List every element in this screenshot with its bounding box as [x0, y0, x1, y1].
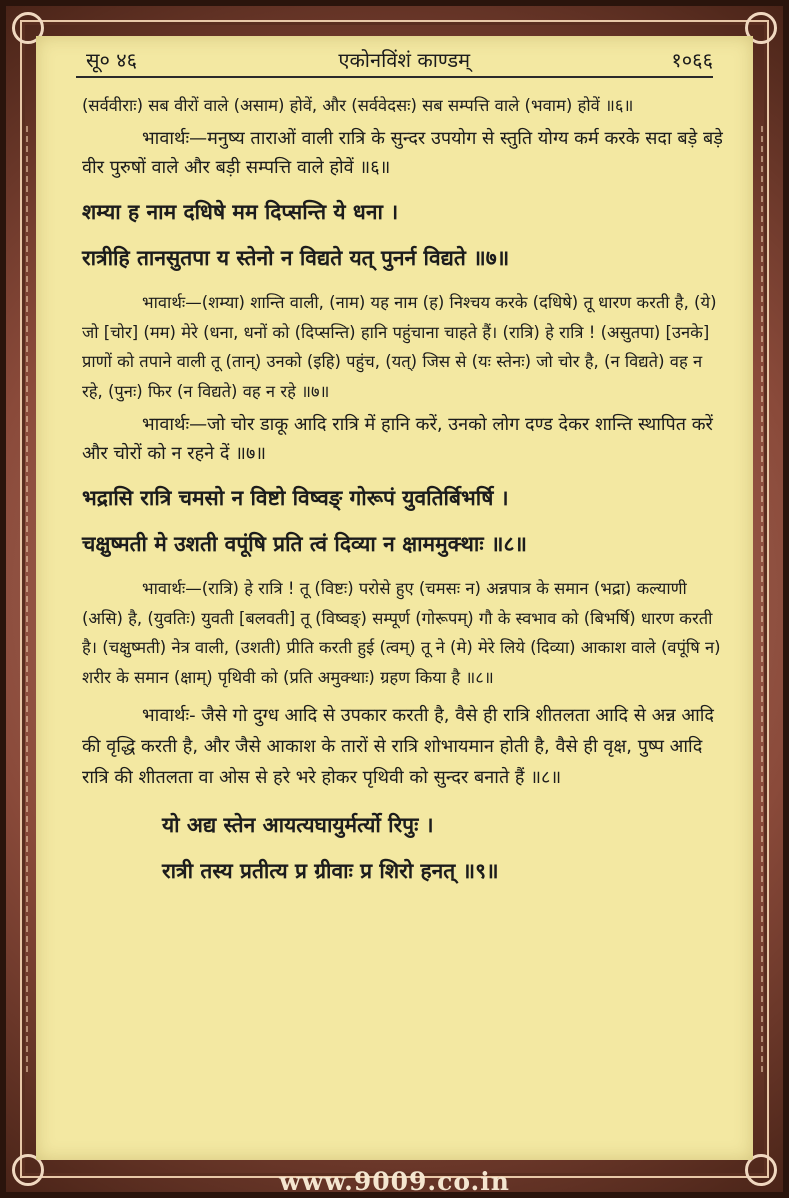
- mantra-8-line-2: चक्षुष्मती मे उशती वपूंषि प्रति त्वं दिव्या न क्षाममुक्थाः ॥८॥: [82, 531, 527, 556]
- mantra-7-line-1: शम्या ह नाम दधिषे मम दिप्सन्ति ये धना ।: [82, 199, 399, 224]
- sukta-number: सू० ४६: [86, 47, 138, 72]
- mantra-7-line-2: रात्रीहि तानसुतपा य स्तेनो न विद्यते यत् पुनर्न विद्यते ॥७॥: [82, 245, 510, 270]
- header-rule: [76, 76, 713, 78]
- page-number: १०६६: [671, 47, 713, 72]
- frame-swirl-left: [26, 126, 28, 1072]
- word-meaning-paragraph: भावार्थः—(रात्रि) हे रात्रि ! तू (विष्टः) परोसे हुए (चमसः न) अन्नपात्र के समान (भद्रा) कल्याणी (असि) है, (युवतिः) युवती [बलवती] तू (विष्वङ्) सम्पूर्ण (गोरूपम्) गौ के स्वभाव को (बिभर्षि) धारण करती है। (चक्षुष्मती) नेत्र वाली, (उशती) प्रीति करती हुई (त्वम्) तू ने (मे) मेरे लिये (दिव्या) आकाश वाले (वपूंषि न) शरीर के समान (क्षाम्) पृथिवी को (प्रति अमुक्थाः) ग्रहण किया है ॥८॥: [82, 579, 721, 687]
- bhavarth-paragraph: भावार्थः- जैसे गो दुग्ध आदि से उपकार करती है, वैसे ही रात्रि शीतलता आदि से अन्न आदि की वृद्धि करती है, और जैसे आकाश के तारों से रात्रि शोभायमान होती है, वैसे ही वृक्ष, पुष्प आदि रात्रि की शीतलता वा ओस से हरे भरे होकर पृथिवी को सुन्दर बनाते हैं ॥८॥: [82, 705, 714, 788]
- bhavarth-paragraph: भावार्थः—जो चोर डाकू आदि रात्रि में हानि करें, उनको लोग दण्ड देकर शान्ति स्थापित करें और चोरों को न रहने दें ॥७॥: [82, 414, 713, 464]
- frame-swirl-right: [761, 126, 763, 1072]
- kanda-title: एकोनविंशं काण्डम्: [338, 47, 471, 72]
- meaning-line: (सर्ववीराः) सब वीरों वाले (असाम) होवें, और (सर्ववेदसः) सब सम्पत्ति वाले (भवाम) होवें ॥६॥: [82, 96, 634, 115]
- website-watermark: www.9009.co.in: [279, 1167, 510, 1196]
- page-body: [82, 92, 723, 891]
- mantra-8-line-1: भद्रासि रात्रि चमसो न विष्टो विष्वङ् गोरूपं युवतिर्बिभर्षि ।: [82, 485, 509, 510]
- page-header: [86, 46, 713, 72]
- mantra-9-line-2: रात्री तस्य प्रतीत्य प्र ग्रीवाः प्र शिरो हनत् ॥९॥: [162, 858, 499, 883]
- bhavarth-paragraph: भावार्थः—मनुष्य ताराओं वाली रात्रि के सुन्दर उपयोग से स्तुति योग्य कर्म करके सदा बड़े बड़े वीर पुरुषों वाले और बड़ी सम्पत्ति वाले होवें ॥६॥: [82, 128, 723, 178]
- word-meaning-paragraph: भावार्थः—(शम्या) शान्ति वाली, (नाम) यह नाम (ह) निश्चय करके (दधिषे) तू धारण करती है, (ये) जो [चोर] (मम) मेरे (धना, धनों को (दिप्सन्ति) हानि पहुंचाना चाहते हैं। (रात्रि) हे रात्रि ! (असुतपा) [उनके] प्राणों को तपाने वाली तू (तान्) उनको (इहि) पहुंच, (यत्) जिस से (यः स्तेनः) जो चोर है, (न विद्यते) वह न रहे, (पुनः) फिर (न विद्यते) वह न रहे ॥७॥: [82, 293, 717, 401]
- mantra-9-line-1: यो अद्य स्तेन आयत्यघायुर्मर्त्यो रिपुः ।: [162, 812, 434, 837]
- scripture-page: [36, 36, 753, 1160]
